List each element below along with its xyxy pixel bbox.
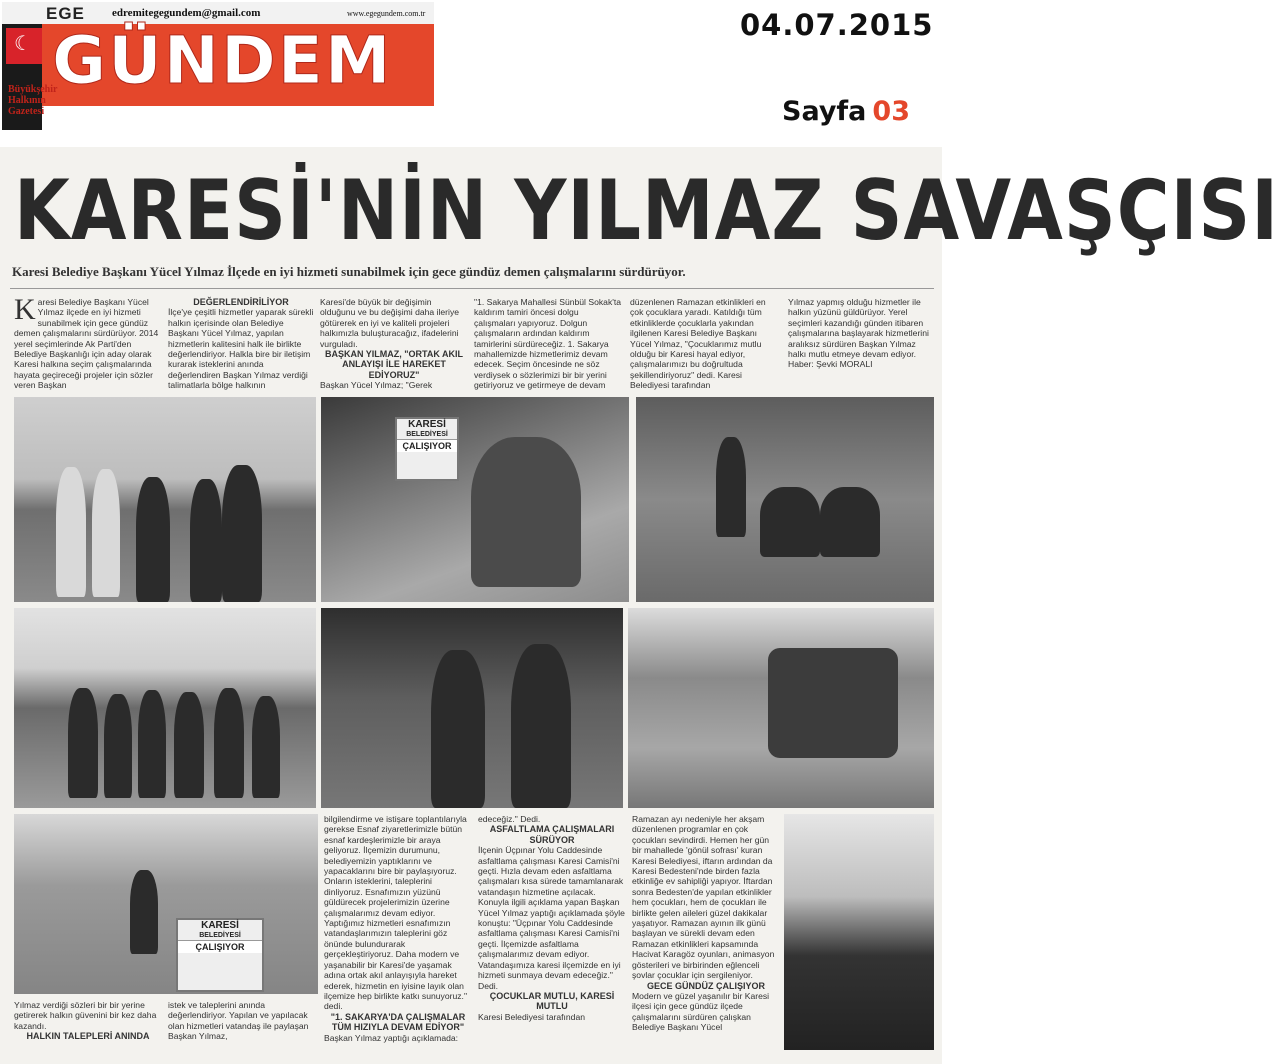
column-text-2: Başkan Yücel Yılmaz; "Gerek (320, 380, 433, 391)
child (174, 692, 204, 798)
column-3 (320, 297, 468, 395)
photo-pavement-worker (321, 397, 629, 602)
column-heading-2: ÇOCUKLAR MUTLU, KARESİ MUTLU (489, 990, 615, 1012)
column-text-0: edeceğiz." Dedi. (478, 814, 541, 824)
photo-street-workers (636, 397, 934, 602)
sign-line-3: ÇALIŞIYOR (178, 940, 262, 953)
photo-backhoe (628, 608, 934, 808)
column-4 (474, 297, 622, 395)
photo-asphalt-road (784, 814, 934, 1050)
column-heading: HALKIN TALEPLERİ ANINDA (26, 1031, 150, 1042)
column-bottom-1 (14, 1000, 162, 1060)
page-number (782, 96, 910, 127)
column-heading: ASFALTLAMA ÇALIŞMALARI SÜRÜYOR (489, 824, 615, 845)
child (138, 690, 166, 798)
column-text: istek ve taleplerini anında değerlendiriyor. Yapılan ve yapılacak olan hizmetleri vatandaş ile paylaşan Başkan Yılmaz, (168, 1000, 309, 1042)
column-text: Karesi'de büyük bir değişimin olduğunu ve bu değişimi daha ileriye götürerek en iyi ve kaliteli projeleri halkımızla buluşturacağız, ifadelerini vurguladı. (320, 297, 460, 349)
person (56, 467, 86, 597)
column-2 (168, 297, 314, 395)
photo-handshake (321, 608, 623, 808)
sign-line-2: BELEDİYESİ (406, 431, 448, 438)
column-text: İlçe'ye çeşitli hizmetler yaparak sürekli halkın içerisinde olan Belediye Başkanı Yücel Yılmaz, yapılan hizmetlerin kalitesini halk ile birlikte değerlendiriyor. Halkla bire bir iletişim kurarak isteklerini anında değerlendiren Başkan Yılmaz verdiği talimatlarla bölge halkının (168, 307, 314, 391)
child (104, 694, 132, 798)
masthead-tagline: Büyükşehir Halkının Gazetesi (8, 84, 58, 117)
masthead-ege: EGE (46, 4, 85, 23)
photo-officials (14, 397, 316, 602)
child (214, 688, 244, 798)
person (511, 644, 571, 808)
worker (471, 437, 581, 587)
person (431, 650, 485, 808)
child (68, 688, 98, 798)
sign-line-1: KARESİ (201, 920, 239, 931)
dropcap: K (14, 293, 36, 326)
sign-line-2: BELEDİYESİ (199, 932, 241, 939)
column-text-2: Modern ve güzel yaşanılır bir Karesi ilçesi için gece gündüz ilçede çalışmalarını sürdüren çalışkan Belediye Başkanı Yücel (632, 990, 770, 1033)
photo-street-construction (14, 814, 318, 994)
turkish-flag-icon: ☾ (6, 28, 42, 64)
worker (716, 437, 746, 537)
masthead-title: GÜNDEM (52, 22, 393, 99)
karesi-sign (395, 417, 459, 481)
column-text: düzenlenen Ramazan etkinlikleri en çok çocuklara yaradı. Katıldığı tüm etkinliklerde çocuklarla yakından ilgilenen Karesi Belediye Başkanı Yücel Yılmaz, "Çocuklarımız mutlu olduğu bir Karesi hayal ediyor, çalışmalarımızı bu doğrultuda şekillendiriyoruz" dedi. Karesi Belediyesi tarafından (630, 297, 766, 391)
column-text: "1. Sakarya Mahallesi Sünbül Sokak'ta kaldırım tamiri öncesi dolgu çalışmaları yapıyoruz. Dolgun çalışmaların ardından kaldırım tamirlerini sürdüreceğiz. 1. Sakarya mahallemizde hizmetlerimiz devam edecek. Seçim öncesinde ne söz verdiysek o sözlerimizi bir bir yerini getiriyoruz ve getirmeye de devam (474, 297, 622, 391)
byline: Haber: Şevki MORALI (788, 359, 873, 370)
column-bottom-2 (168, 1000, 316, 1060)
masthead (2, 2, 434, 130)
column-text: bilgilendirme ve istişare toplantılarıyla gerekse Esnaf ziyaretlerimizle bütün esnaf kardeşlerimizle bir araya geliyoruz. İlçemizin durumunu, belediyemizin yaptıklarını ve yapacaklarını bire bir paylaşıyoruz. Onların isteklerini, taleplerini dinliyoruz. Esnafımızın yüzünü güldürecek projelerimizin üzerine çalışmalarımız devam ediyor. Yaptığımız hizmetleri esnafımızın vatandaşlarımızın taleplerini göz önünde bulundurarak gerçekleştiriyoruz. Daha modern ve yaşanabilir bir Karesi'de yaşamak adına ortak akıl anlayışıyla hareket ederek, hizmetin en iyisine layık olan ilçemize hep birlikte katkı sunuyoruz." dedi. (324, 814, 467, 1012)
column-bottom-4 (478, 814, 626, 1060)
child (252, 696, 280, 798)
person (222, 465, 262, 602)
page-number-value: 03 (872, 96, 910, 127)
worker (820, 487, 880, 557)
column-heading: BAŞKAN YILMAZ, "ORTAK AKIL ANLAYIŞI İLE HAREKET EDİYORUZ" (324, 349, 464, 380)
column-bottom-5 (632, 814, 780, 1060)
karesi-sign (176, 918, 264, 992)
article-headline: KARESİ'NİN YILMAZ SAVAŞÇISI (14, 162, 1279, 259)
column-heading: DEĞERLENDİRİLİYOR (193, 297, 289, 307)
worker (760, 487, 820, 557)
column-6 (788, 297, 934, 395)
column-1 (14, 293, 162, 395)
column-bottom-3 (324, 814, 472, 1060)
person (92, 469, 120, 597)
column-heading: "1. SAKARYA'DA ÇALIŞMALAR TÜM HIZIYLA DEVAM EDİYOR" (330, 1011, 466, 1033)
column-text: Ramazan ayı nedeniyle her akşam düzenlenen programlar en çok çocukları sevindirdi. Hemen her gün bir mahallede 'gönül sofrası' kuran Karesi Belediyesi, iftarın ardından da Karesi Bedesteni'nde birden fazla etkinliğe ev sahipliği yapıyor. İftardan sonra Bedesten'de yapılan etkinlikler hem çocukları, hem de çocukları ile birlikte gelen aileleri güzel dakikalar yaşatıyor. Ramazan ayının ilk günü başlayan ve sürekli devam eden Ramazan etkinlikleri kapsamında Hacivat Karagöz oyunları, animasyon gösterileri ve birbirinden eğlenceli şovlar çocuklar için sergileniyor. (632, 814, 775, 981)
masthead-email: edremitegegundem@gmail.com (112, 7, 261, 19)
column-text-2: Başkan Yılmaz yaptığı açıklamada: (324, 1032, 459, 1043)
sign-line-3: ÇALIŞIYOR (397, 439, 457, 452)
person (190, 479, 222, 602)
photo-children-waving (14, 608, 316, 808)
worker (130, 870, 158, 954)
column-text: İlçenin Üçpınar Yolu Caddesinde asfaltlama çalışması Karesi Camisi'ni geçti. Hızla devam eden asfaltlama çalışmaları kısa sürede tamamlanarak vatandaşın hizmetine açılacak. Konuyla ilgili açıklama yapan Başkan Yücel Yılmaz yaptığı açıklamada şöyle konuştu: "Üçpınar Yolu Caddesinde asfaltlama çalışması Karesi Camisi'ni geçti. İlçemizde asfaltlama çalışmalarımız devam ediyor. Vatandaşımıza karesi ilçemizde en iyi hizmeti sunmaya devam edeceğiz." Dedi. (478, 845, 625, 991)
backhoe (768, 648, 898, 758)
column-heading: GECE GÜNDÜZ ÇALIŞIYOR (646, 980, 765, 991)
column-text: aresi Belediye Başkanı Yücel Yılmaz ilçede en iyi hizmeti sunabilmek için gece gündüz demen çalışmalarını sürdürüyor. 2014 yerel seçimlerinde Ak Parti'den Belediye Başkanlığı için aday olarak Karesi halkına seçim çalışmalarında hayata geçireceği projeler için sözler veren Başkan (14, 297, 159, 391)
page-label: Sayfa (782, 96, 867, 127)
person (136, 477, 170, 602)
column-text: Yılmaz yapmış olduğu hizmetler ile halkın yüzünü güldürüyor. Yerel seçimleri kazandığı günden itibaren çalışmalarına başlayarak hizmetlerini aralıksız sürdüren Başkan Yılmaz halkı mutlu etmeye devam ediyor. (788, 297, 929, 360)
sign-line-1: KARESİ (408, 419, 446, 430)
article-subhead: Karesi Belediye Başkanı Yücel Yılmaz İlçede en iyi hizmeti sunabilmek için gece gündüz demen çalışmalarını sürdürüyor. (12, 264, 686, 279)
column-5 (630, 297, 780, 395)
issue-date: 04.07.2015 (740, 8, 934, 42)
news-clipping (0, 147, 1279, 1064)
masthead-website: www.egegundem.com.tr (347, 9, 426, 18)
column-text-2: Karesi Belediyesi tarafından (478, 1011, 586, 1022)
column-text: Yılmaz verdiği sözleri bir bir yerine getirerek halkın güvenini bir kez daha kazandı. (14, 1000, 157, 1031)
divider (10, 288, 934, 289)
